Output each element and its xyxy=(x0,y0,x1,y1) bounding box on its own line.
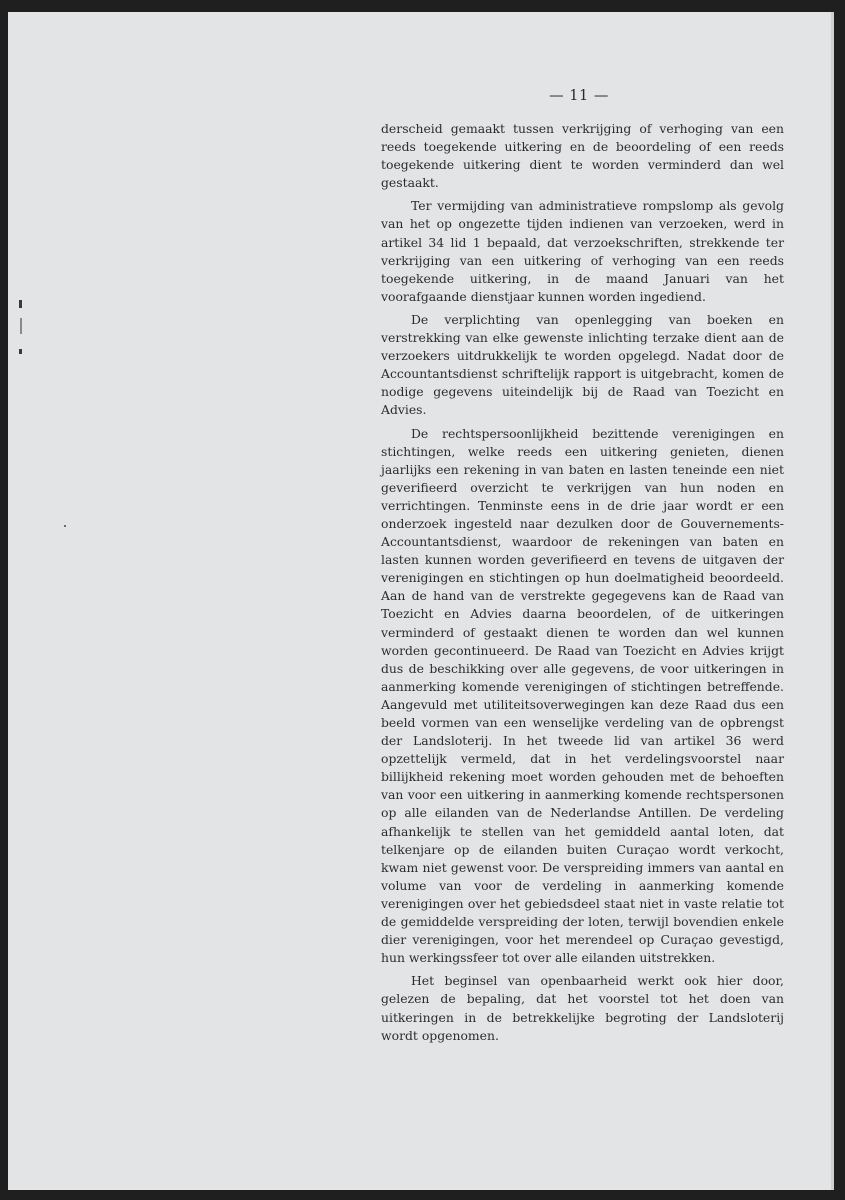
document-page xyxy=(8,12,834,1190)
margin-mark xyxy=(19,300,22,308)
paragraph: De rechtspersoonlijkheid bezittende verenigingen en stichtingen, welke reeds een uitkering genieten, dienen jaarlijks een rekening in van baten en lasten teneinde een niet geverifieerd overzicht te verkrijgen van hun noden en verrichtingen. Tenminste eens in de drie jaar wordt er een onderzoek ingesteld naar dezulken door de Gouvernements-Accountantsdienst, waardoor de rekeningen van baten en lasten kunnen worden geverifieerd en tevens de uitgaven der verenigingen en stichtingen op hun doelmatigheid beoordeeld. Aan de hand van de verstrekte gegegevens kan de Raad van Toezicht en Advies daarna beoordelen, of de uitkeringen verminderd of gestaakt dienen te worden dan wel kunnen worden gecontinueerd. De Raad van Toezicht en Advies krijgt dus de beschikking over alle gegevens, de voor uitkeringen in aanmerking komende verenigingen of stichtingen betreffende. Aangevuld met utiliteitsoverwegingen kan deze Raad dus een beeld vormen van een wenselijke verdeling van de opbrengst der Landsloterij. In het tweede lid van artikel 36 werd opzettelijk vermeld, dat in het verdelingsvoorstel naar billijkheid rekening moet worden gehouden met de behoeften van voor een uitkering in aanmerking komende rechtspersonen op alle eilanden van de Nederlandse Antillen. De verdeling afhankelijk te stellen van het gemiddeld aantal loten, dat telkenjare op de eilanden buiten Curaçao wordt verkocht, kwam niet gewenst voor. De verspreiding immers van aantal en volume van voor de verdeling in aanmerking komende verenigingen over het gebiedsdeel staat niet in vaste relatie tot de gemiddelde verspreiding der loten, terwijl bovendien enkele dier verenigingen, voor het merendeel op Curaçao gevestigd, hun werkingssfeer tot over alle eilanden uitstrekken. xyxy=(381,425,784,966)
page-edge xyxy=(831,12,834,1190)
paragraph: Ter vermijding van administratieve rompslomp als gevolg van het op ongezette tijden indienen van verzoeken, werd in artikel 34 lid 1 bepaald, dat verzoekschriften, strekkende ter verkrijging van een uitkering of verhoging van een reeds toegekende uitkering, in de maand Januari van het voorafgaande dienstjaar kunnen worden ingediend. xyxy=(381,198,784,304)
margin-mark xyxy=(64,525,66,527)
paragraph: derscheid gemaakt tussen verkrijging of verhoging van een reeds toegekende uitkering en de beoordeling of een reeds toegekende uitkering dient te worden verminderd dan wel gestaakt. xyxy=(381,121,784,191)
margin-mark xyxy=(19,349,22,354)
paragraph: De verplichting van openlegging van boeken en verstrekking van elke gewenste inlichting terzake dient aan de verzoekers uitdrukkelijk te worden opgelegd. Nadat door de Accountantsdienst schriftelijk rapport is uitgebracht, komen de nodige gegevens uiteindelijk bij de Raad van Toezicht en Advies. xyxy=(381,311,784,418)
body-text xyxy=(381,120,784,1050)
margin-mark xyxy=(20,318,22,334)
paragraph: Het beginsel van openbaarheid werkt ook hier door, gelezen de bepaling, dat het voorstel tot het doen van uitkeringen in de betrekkelijke begroting der Landsloterij wordt opgenomen. xyxy=(381,973,784,1043)
page-number: — 11 — xyxy=(549,88,609,104)
